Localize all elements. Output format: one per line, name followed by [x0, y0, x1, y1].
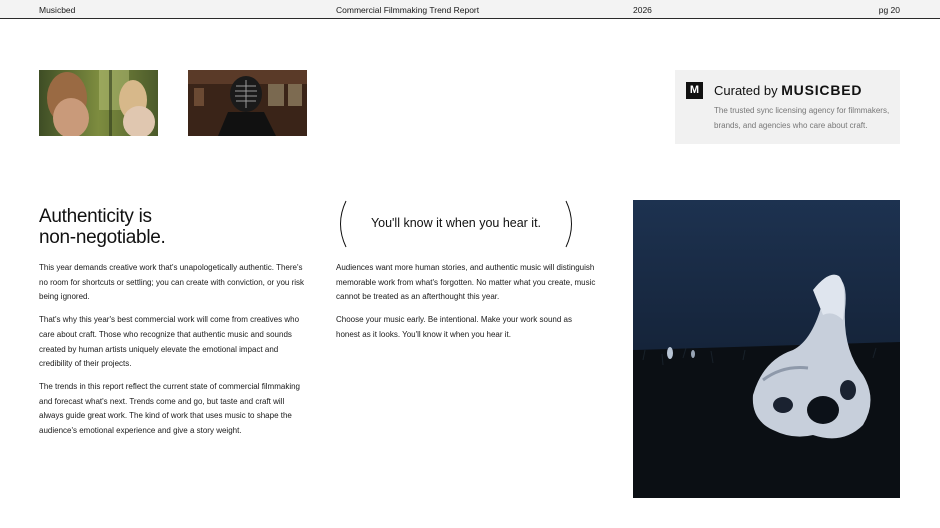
- photo-thumbnail-girls-forest: [39, 70, 158, 136]
- paragraph: Choose your music early. Be intentional. Make your work sound as honest as it looks. You'll know it when you hear it.: [336, 315, 572, 339]
- paragraph: The trends in this report reflect the current state of commercial filmmaking and forecast what's next. Trends come and go, but taste and craft will always guide great work. The kind of work that uses music to shape the audience's emotional experience and give a story weight.: [39, 381, 300, 436]
- page-header: [0, 0, 940, 19]
- header-page-number: pg 20: [878, 5, 900, 15]
- section-headline: [39, 206, 279, 248]
- pull-quote: [338, 200, 574, 248]
- photo-thumbnail-kendo-mask: [188, 70, 307, 136]
- header-report-title: Commercial Filmmaking Trend Report: [336, 5, 480, 15]
- quote-text: You'll know it when you hear it.: [370, 216, 542, 230]
- headline-line-1: Authenticity is: [39, 206, 152, 227]
- close-parenthesis-icon: [564, 200, 574, 248]
- curated-title: [714, 82, 862, 98]
- header-brand: Musicbed: [39, 5, 76, 15]
- curated-prefix: Curated by: [714, 83, 778, 98]
- paragraph: Audiences want more human stories, and authentic music will distinguish memorable work from what's forgotten. No matter what you create, music cannot be treated as an afterthought this year.: [336, 263, 596, 302]
- curated-description: The trusted sync licensing agency for filmmakers, brands, and agencies who care about craft.: [714, 106, 890, 130]
- paragraph: That's why this year's best commercial work will come from creatives who care about craft. Those who recognize that authentic music and sounds created by human artists uniquely elevate the emotional impact and credibility of their projects.: [39, 315, 300, 369]
- curated-by-card: [675, 70, 900, 144]
- header-year: 2026: [633, 5, 652, 15]
- photo-skeleton-night: [633, 200, 900, 498]
- body-column-middle: [336, 261, 598, 351]
- body-column-left: [39, 261, 307, 447]
- headline-line-2: non-negotiable.: [39, 227, 166, 248]
- musicbed-logo-icon: M: [686, 82, 703, 99]
- curated-brand: MUSICBED: [781, 82, 863, 98]
- paragraph: This year demands creative work that's unapologetically authentic. There's no room for shortcuts or settling; you can create with conviction, or you risk being ignored.: [39, 263, 305, 302]
